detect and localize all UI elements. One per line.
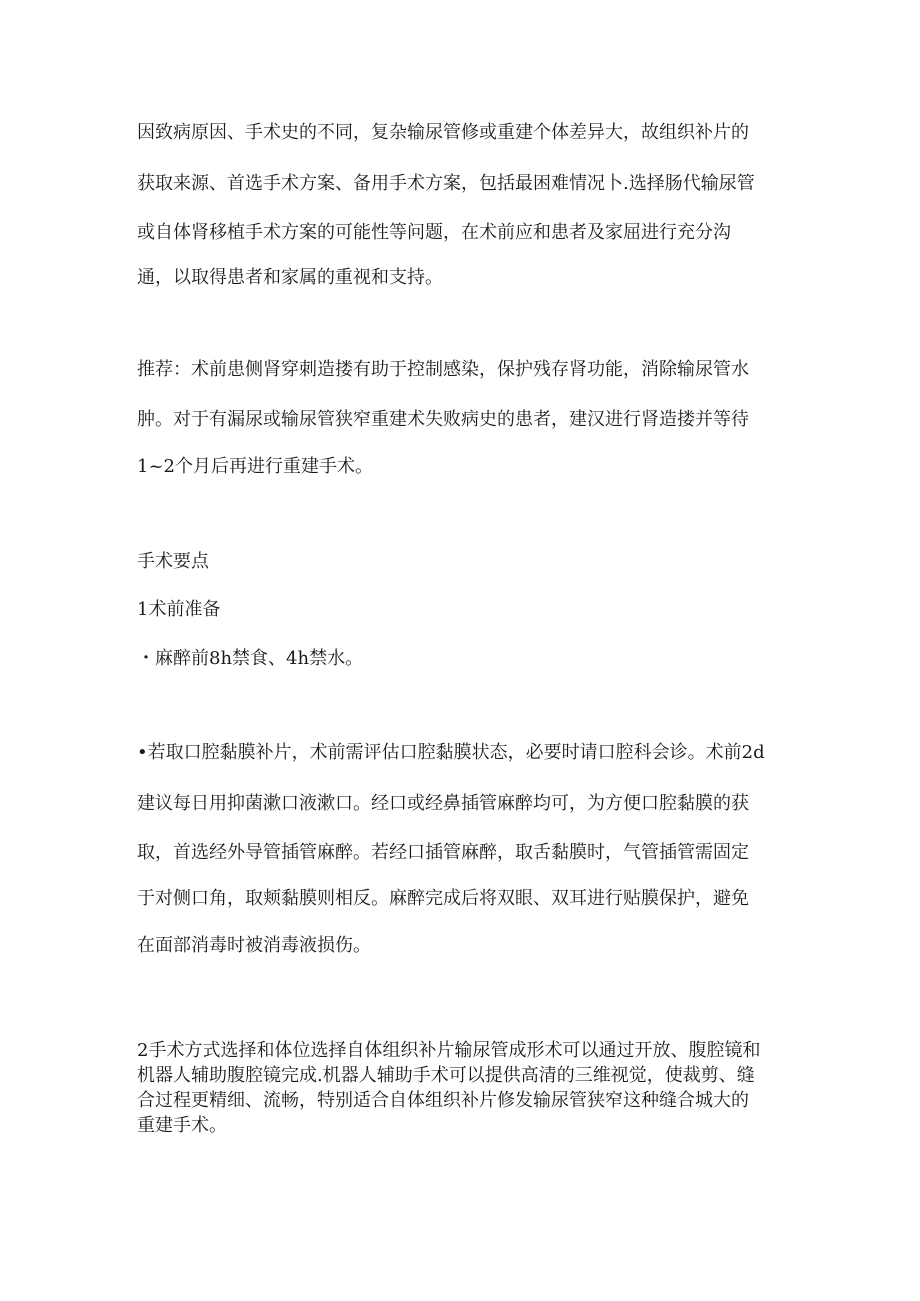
text-line: 肿。对于有漏尿或输尿管狭窄重建术失败病史的患者，建汉进行肾造搂并等待 xyxy=(137,409,749,430)
text-line: •若取口腔黏膜补片，术前需评估口腔黏膜状态，必要时请口腔科会诊。术前2d xyxy=(137,742,765,763)
text-line: 因致病原因、手术史的不同，复杂输尿管修或重建个体差异大，故组织补片的 xyxy=(137,122,749,143)
text-line: 2手术方式选择和体位选择自体组织补片输尿管成形术可以通过开放、腹腔镜和 xyxy=(137,1040,761,1061)
text-line: 获取来源、首选手术方案、备用手术方案，包括最困难情况卜.选择肠代输尿管 xyxy=(137,173,755,194)
text-line: 通，以取得患者和家属的重视和支持。 xyxy=(137,267,443,288)
text-line: 机器人辅助腹腔镜完成.机器人辅助手术可以提供高清的三维视觉，使裁剪、缝 xyxy=(137,1065,755,1086)
text-line: 建议每日用抑菌漱口液漱口。经口或经鼻插管麻醉均可，为方便口腔黏膜的获 xyxy=(137,793,749,814)
text-line: 合过程更精细、流畅，特别适合自体组织补片修发输尿管狭窄这种缝合城大的 xyxy=(137,1090,749,1111)
text-line: 重建手术。 xyxy=(137,1115,227,1136)
text-line: 推荐：术前患侧肾穿刺造搂有助于控制感染，保护残存肾功能，消除输尿管水 xyxy=(137,359,749,380)
bullet-fasting: ・麻醉前8h禁食、4h禁水。 xyxy=(137,648,364,669)
subsection-heading-preop-prep: 1术前准备 xyxy=(137,599,221,620)
text-line: 或自体肾移植手术方案的可能性等问题，在术前应和患者及家屈进行充分沟 xyxy=(137,222,731,243)
text-line: 取，首选经外导管插管麻醉。若经口插管麻醉，取舌黏膜时，气管插管需固定 xyxy=(137,842,749,863)
section-heading-surgical-points: 手术要点 xyxy=(137,551,209,572)
text-line: 于对侧口角，取颊黏膜则相反。麻醉完成后将双眼、双耳进行贴膜保护，避免 xyxy=(137,888,749,909)
text-line: 1~2个月后再进行重建手术。 xyxy=(137,456,373,477)
text-line: 在面部消毒时被消毒液损伤。 xyxy=(137,935,371,956)
